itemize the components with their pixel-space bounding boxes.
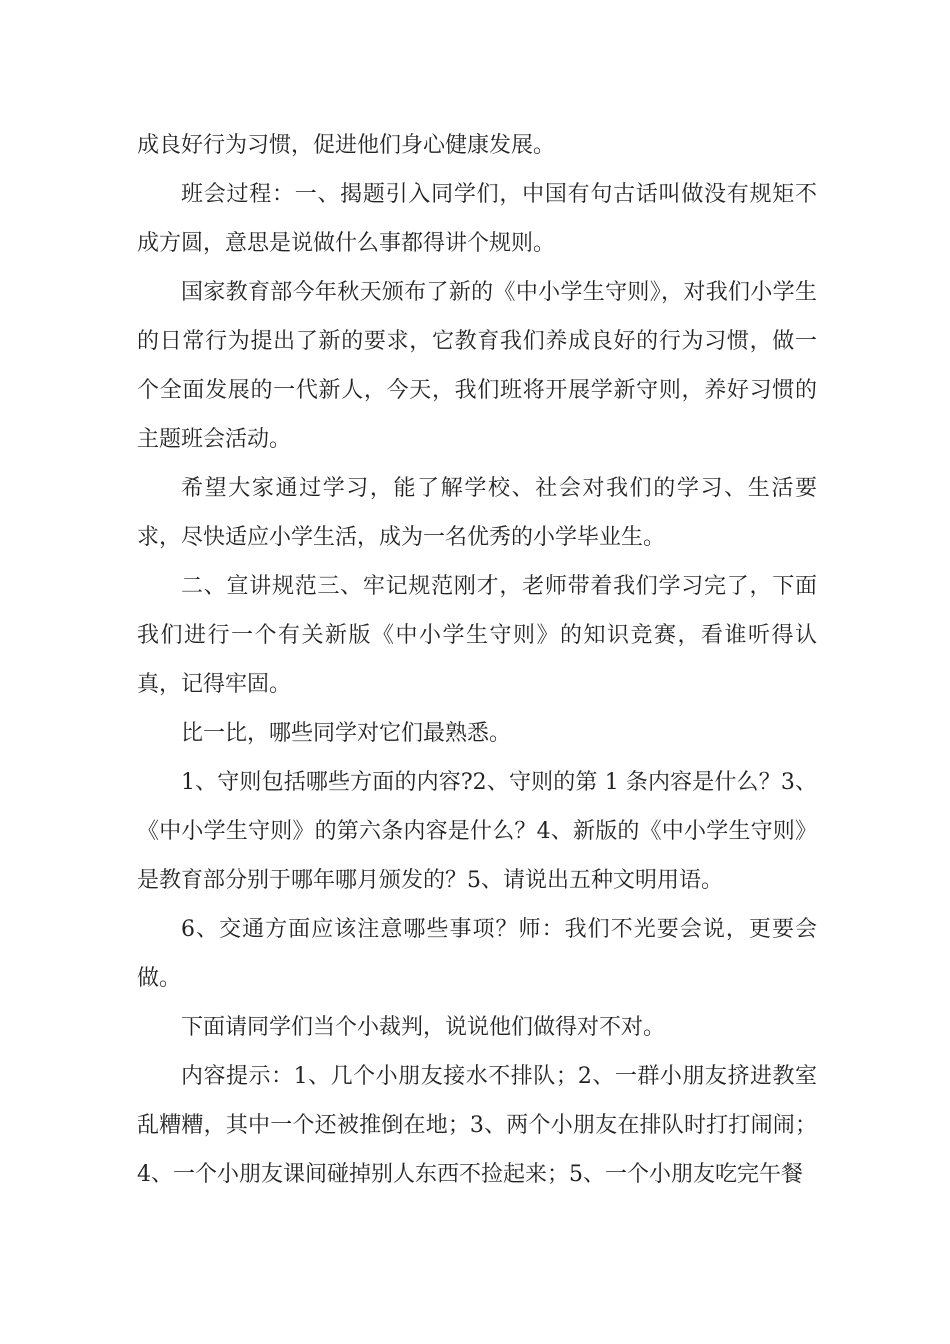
- paragraph-10: 内容提示：1、几个小朋友接水不排队；2、一群小朋友挤进教室乱糟糟，其中一个还被推倒在地；3、两个小朋友在排队时打打闹闹；4、一个小朋友课间碰掉别人东西不捡起来；5、一个小朋友吃完午餐: [137, 1064, 817, 1187]
- paragraph-2: 班会过程：一、揭题引入同学们，中国有句古话叫做没有规矩不成方圆，意思是说做什么事都得讲个规则。: [137, 182, 817, 256]
- document-body: [137, 121, 817, 1199]
- paragraph-6: 比一比，哪些同学对它们最熟悉。: [181, 721, 512, 746]
- paragraph-1: 成良好行为习惯，促进他们身心健康发展。: [137, 133, 556, 158]
- paragraph-4: 希望大家通过学习，能了解学校、社会对我们的学习、生活要求，尽快适应小学生活，成为一名优秀的小学毕业生。: [137, 476, 817, 550]
- paragraph-7: 1、守则包括哪些方面的内容?2、守则的第 1 条内容是什么？3、《中小学生守则》的第六条内容是什么？4、新版的《中小学生守则》是教育部分别于哪年哪月颁发的？5、请说出五种文明用语。: [137, 770, 817, 893]
- paragraph-3: 国家教育部今年秋天颁布了新的《中小学生守则》，对我们小学生的日常行为提出了新的要求，它教育我们养成良好的行为习惯，做一个全面发展的一代新人，今天，我们班将开展学新守则，养好习惯的主题班会活动。: [137, 280, 817, 452]
- paragraph-9: 下面请同学们当个小裁判，说说他们做得对不对。: [181, 1015, 666, 1040]
- paragraph-5: 二、宣讲规范三、牢记规范刚才，老师带着我们学习完了，下面我们进行一个有关新版《中小学生守则》的知识竞赛，看谁听得认真，记得牢固。: [137, 574, 817, 697]
- paragraph-8: 6、交通方面应该注意哪些事项？师：我们不光要会说，更要会做。: [137, 917, 817, 991]
